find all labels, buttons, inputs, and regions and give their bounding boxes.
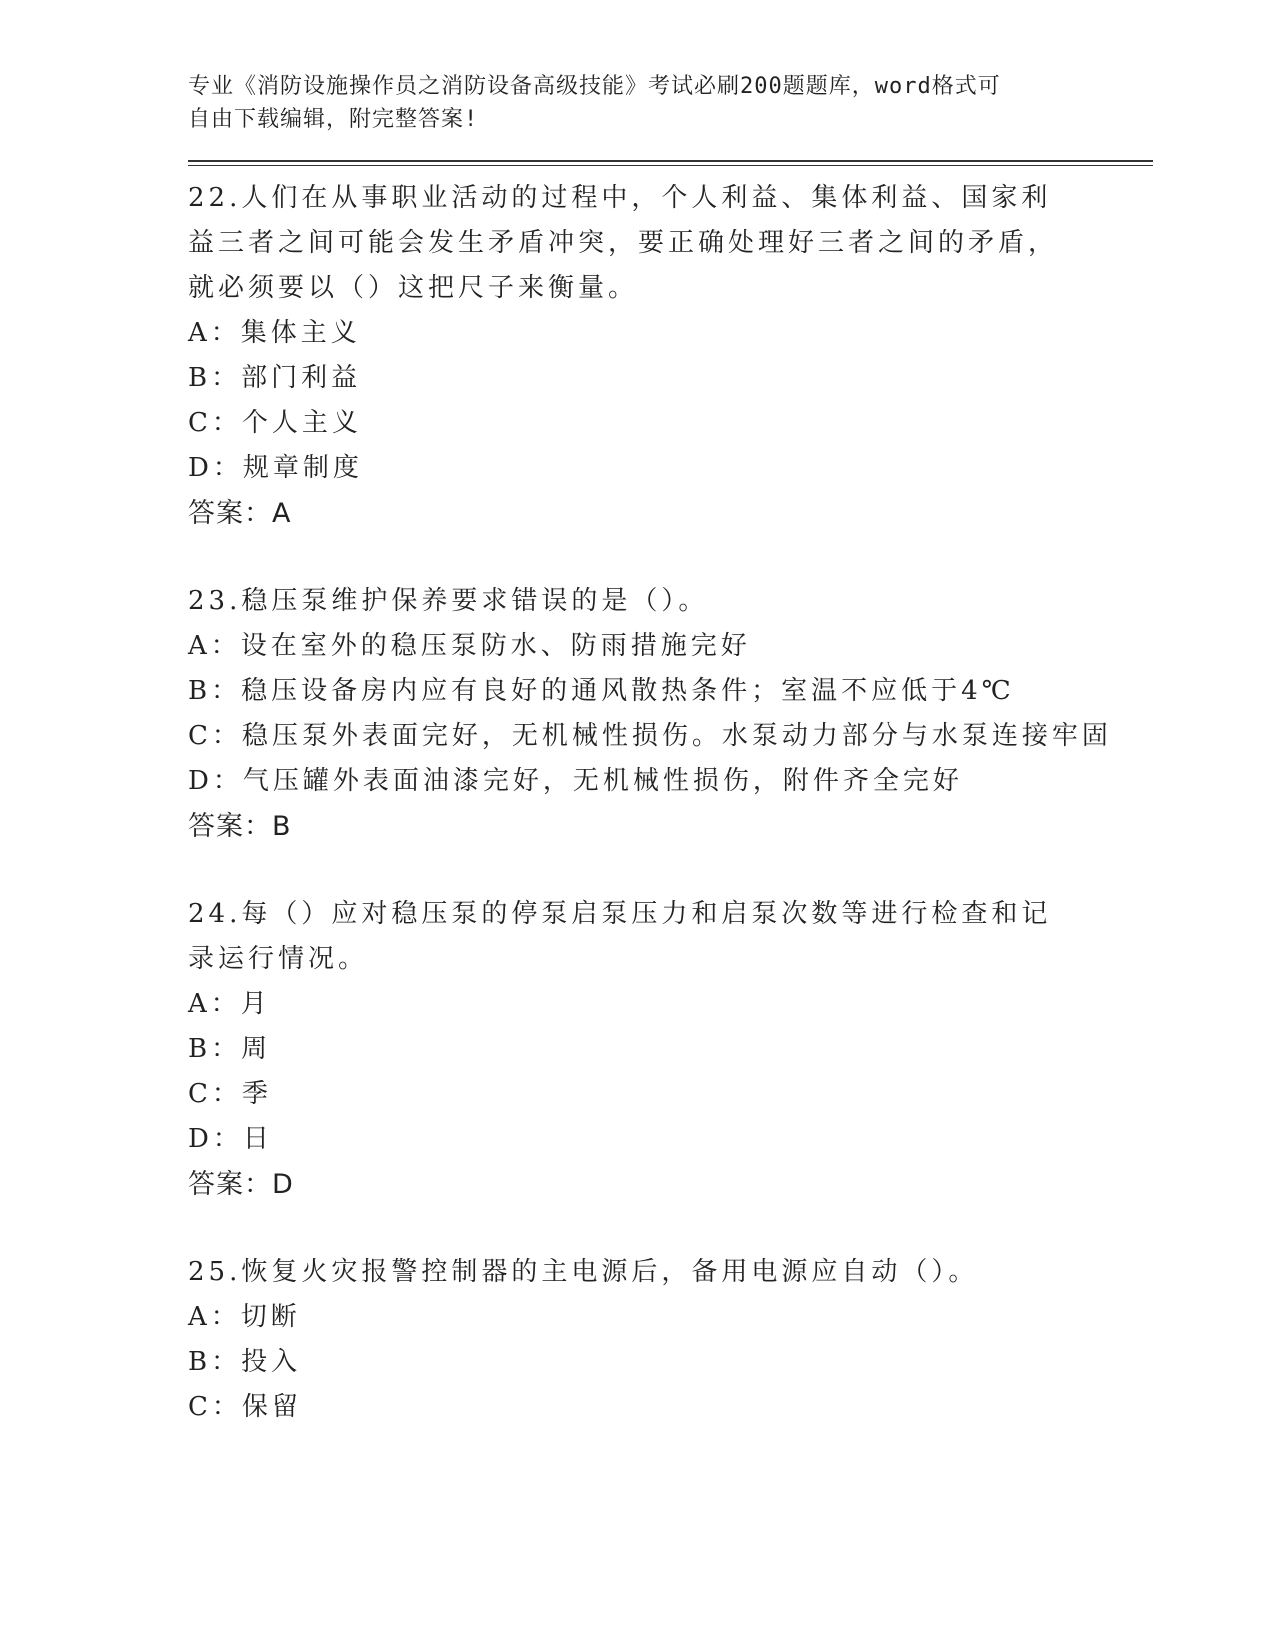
answer: 答案：B — [188, 811, 292, 842]
question-list — [188, 176, 1153, 1430]
question-text: 22.人们在从事职业活动的过程中，个人利益、集体利益、国家利益三者之间可能会发生矛盾冲突，要正确处理好三者之间的矛盾，就必须要以（）这把尺子来衡量。 — [188, 183, 1059, 303]
option-a: A：月 — [188, 989, 271, 1019]
option-d: D：日 — [188, 1124, 273, 1154]
option-c: C：季 — [188, 1079, 272, 1109]
answer: 答案：A — [188, 498, 292, 529]
header-line-2: 自由下载编辑，附完整答案! — [188, 107, 479, 132]
option-b: B：稳压设备房内应有良好的通风散热条件；室温不应低于4℃ — [188, 676, 1015, 706]
question-25 — [188, 1250, 1153, 1430]
option-b: B：投入 — [188, 1347, 302, 1377]
question-text: 23.稳压泵维护保养要求错误的是（）。 — [188, 586, 709, 616]
question-24 — [188, 892, 1153, 1207]
option-c: C：保留 — [188, 1392, 302, 1422]
question-text: 25.恢复火灾报警控制器的主电源后，备用电源应自动（）。 — [188, 1257, 979, 1287]
question-22 — [188, 176, 1153, 536]
option-b: B：部门利益 — [188, 363, 362, 393]
document-header — [188, 70, 1068, 136]
option-a: A：集体主义 — [188, 318, 361, 348]
option-b: B：周 — [188, 1034, 272, 1064]
option-a: A：切断 — [188, 1302, 301, 1332]
option-d: D：规章制度 — [188, 453, 363, 483]
question-text: 24.每（）应对稳压泵的停泵启泵压力和启泵次数等进行检查和记录运行情况。 — [188, 899, 1052, 974]
option-d: D：气压罐外表面油漆完好，无机械性损伤，附件齐全完好 — [188, 766, 963, 796]
header-divider — [188, 160, 1153, 166]
document-page — [188, 70, 1153, 1473]
question-23 — [188, 579, 1153, 849]
answer: 答案：D — [188, 1169, 294, 1200]
option-c: C：稳压泵外表面完好，无机械性损伤。水泵动力部分与水泵连接牢固 — [188, 721, 1112, 751]
option-c: C：个人主义 — [188, 408, 362, 438]
header-line-1: 专业《消防设施操作员之消防设备高级技能》考试必刷200题题库，word格式可 — [188, 74, 1001, 99]
option-a: A：设在室外的稳压泵防水、防雨措施完好 — [188, 631, 751, 661]
